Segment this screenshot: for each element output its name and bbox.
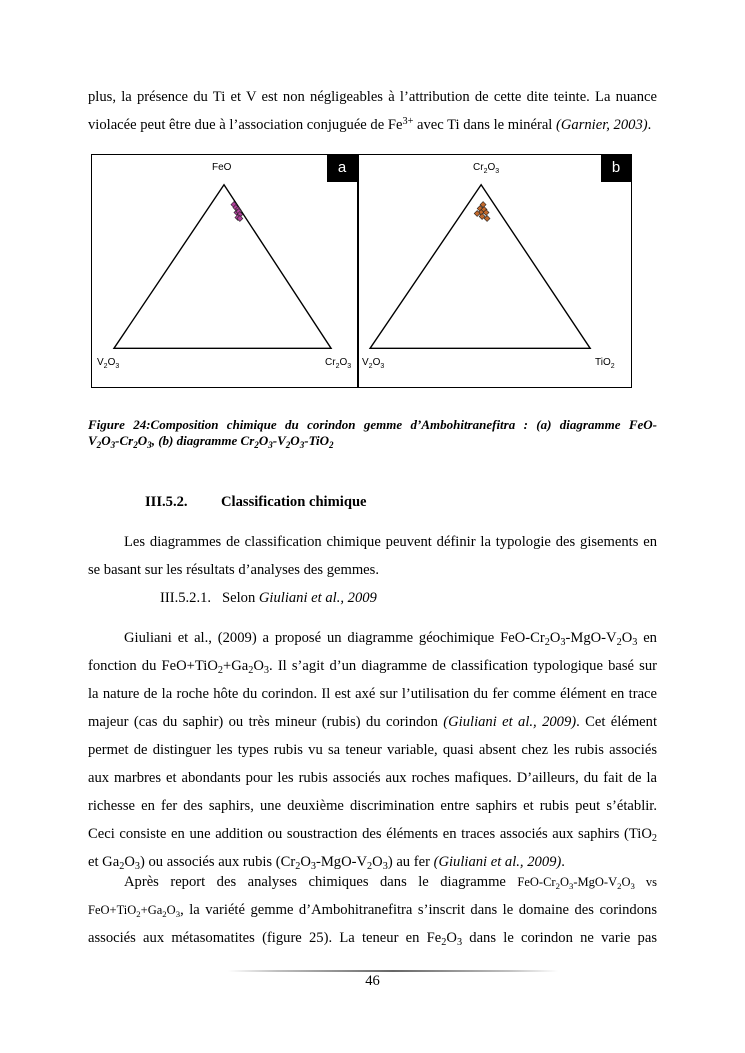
citation: (Giuliani et al., 2009) <box>433 854 562 870</box>
para2-line-3: la nature de la roche hôte du corindon. Il est axé sur l’utilisation du fer comme élément en trace <box>88 686 657 702</box>
intro-line-2: violacée peut être due à l’association conjuguée de $Fe^{3+}$ avec Ti dans le minéral (Garnier, 2003). <box>88 116 652 133</box>
citation: Giuliani et al., 2009 <box>258 590 377 606</box>
para2-line-6: aux marbres et abondants pour les rubis associés aux roches mafiques. D’ailleurs, du fait de la <box>88 770 657 786</box>
ternary-triangle <box>114 185 331 349</box>
paragraph-2 <box>88 624 657 876</box>
panel-label-b: b <box>601 155 631 182</box>
para1-line-2: se basant sur les résultats d’analyses des gemmes. <box>88 562 379 578</box>
para3-line-2: $FeO+TiO_2+Ga_2O_3$, la variété gemme d’Ambohitranefitra s’inscrit dans le domaine des corindons <box>88 902 657 919</box>
figure-24 <box>91 154 632 390</box>
subsection-title: Selon Giuliani et al., 2009 <box>222 590 377 606</box>
page-number: 46 <box>365 973 380 989</box>
para2-line-4: majeur (cas du saphir) ou très mineur (rubis) du corindon (Giuliani et al., 2009). Cet élément <box>88 714 657 730</box>
data-markers-a <box>231 202 243 222</box>
ternary-diagram-a <box>91 154 358 388</box>
caption-line-1: Figure 24:Composition chimique du corindon gemme d’Ambohitranefitra : (a) diagramme FeO- <box>88 417 657 432</box>
caption-line-2: $V_2O_3-Cr_2O_3$, (b) diagramme $Cr_2O_3-V_2O_3-TiO_2$ <box>88 433 334 450</box>
ternary-plot-b <box>359 155 631 387</box>
footer-rule <box>228 970 558 972</box>
para2-line-1: Giuliani et al., (2009) a proposé un diagramme géochimique FeO-$Cr_2O_3-MgO-V_2O_3$ en <box>124 630 657 648</box>
paragraph-3 <box>88 868 657 952</box>
subsection-number: III.5.2.1. <box>160 590 212 606</box>
citation: (Garnier, 2003) <box>556 117 648 133</box>
para3-line-3: associés aux métasomatites (figure 25). La teneur en $Fe_2O_3$ dans le corindon ne varie pas <box>88 930 657 948</box>
figure-caption <box>88 417 657 449</box>
para2-line-7: richesse en fer des saphirs, une deuxième discrimination entre saphirs et rubis peut s’établir. <box>88 798 657 814</box>
vertex-label-top-a: FeO <box>212 162 232 173</box>
para3-line-1: Après report des analyses chimiques dans le diagramme FeO-$Cr_2O_3-MgO-V_2O_3$ vs <box>124 874 657 891</box>
paragraph-1 <box>88 528 657 584</box>
para1-line-1: Les diagrammes de classification chimique peuvent définir la typologie des gisements en <box>124 534 657 550</box>
vertex-label-top-b: $Cr_2O_3$ <box>473 162 500 175</box>
vertex-label-left-a: $V_2O_3$ <box>97 357 120 370</box>
vertex-label-right-b: TiO$_2$ <box>595 357 615 370</box>
para2-line-9: et $Ga_2O_3$) ou associés aux rubis $(Cr_2O_3-MgO-V_2O_3)$ au fer (Giuliani et al., 2009). <box>88 854 565 872</box>
panel-label-a: a <box>327 155 357 182</box>
section-title: Classification chimique <box>221 494 367 510</box>
vertex-label-left-b: $V_2O_3$ <box>362 357 385 370</box>
intro-line-1: plus, la présence du Ti et V est non négligeables à l’attribution de cette dite teinte. La nuance <box>88 89 657 105</box>
ternary-plot-a <box>92 155 357 387</box>
vertex-label-right-a: $Cr_2O_3$ <box>325 357 352 370</box>
para2-line-8: Ceci consiste en une addition ou soustraction des éléments en traces associés aux saphirs (TiO$_2$ <box>88 826 657 844</box>
data-markers-b <box>474 202 490 222</box>
ternary-diagram-b <box>358 154 632 388</box>
intro-paragraph <box>88 83 657 139</box>
para2-line-2: fonction du $FeO+TiO_2+Ga_2O_3$. Il s’agit d’un diagramme de classification typologique basé sur <box>88 658 657 676</box>
para2-line-5: permet de distinguer les types rubis vu sa teneur variable, quasi absent chez les rubis associés <box>88 742 657 758</box>
citation: (Giuliani et al., 2009) <box>443 714 577 730</box>
section-number: III.5.2. <box>145 494 188 510</box>
